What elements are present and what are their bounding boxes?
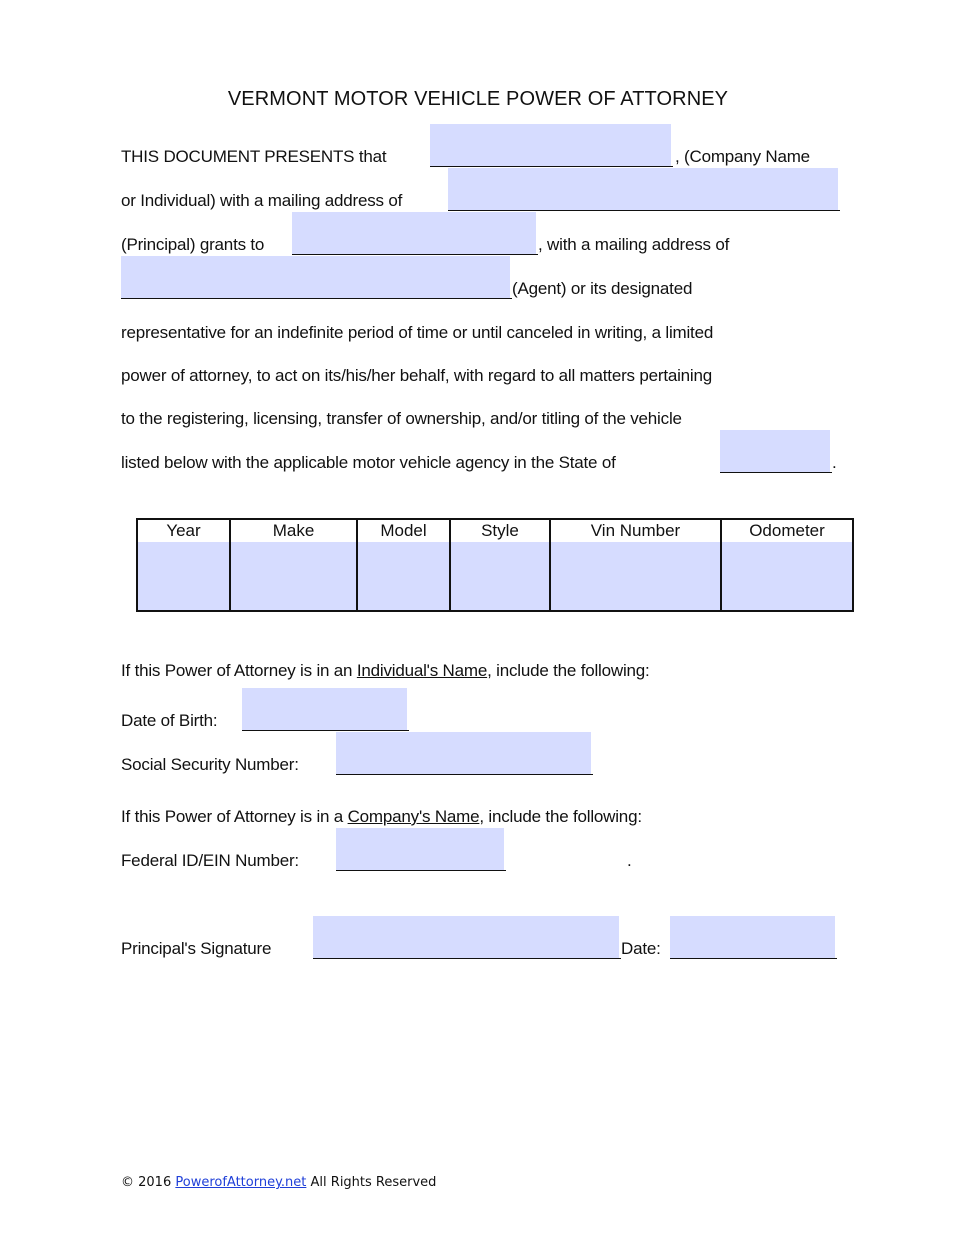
odometer-field[interactable] — [722, 542, 852, 610]
ein-trailing-period: . — [627, 851, 632, 870]
underline — [336, 870, 506, 871]
column-header-vin-number: Vin Number — [550, 519, 721, 542]
underline — [292, 254, 538, 255]
ein-label: Federal ID/EIN Number: — [121, 851, 299, 870]
table-header-row — [137, 519, 853, 542]
individual-name-emphasis: Individual's Name — [356, 661, 488, 680]
underline — [448, 210, 840, 211]
year-field[interactable] — [138, 542, 229, 610]
company-section-intro — [121, 806, 642, 828]
underline — [242, 730, 409, 731]
agent-name-field[interactable] — [292, 212, 536, 254]
table-row — [137, 542, 853, 611]
intro-text: If this Power of Attorney is in a — [121, 807, 344, 826]
intro-text: , include the following: — [487, 661, 650, 680]
paragraph-text: . — [832, 453, 837, 472]
column-header-model: Model — [357, 519, 450, 542]
underline — [670, 958, 837, 959]
paragraph-text: listed below with the applicable motor vehicle agency in the State of — [121, 453, 616, 472]
paragraph-text: , (Company Name — [675, 147, 810, 166]
column-header-make: Make — [230, 519, 357, 542]
underline — [121, 298, 512, 299]
copyright-text: © 2016 — [121, 1175, 172, 1190]
state-field[interactable] — [720, 430, 830, 472]
footer — [121, 1174, 436, 1192]
underline — [336, 774, 593, 775]
principal-signature-label: Principal's Signature — [121, 939, 272, 958]
make-field[interactable] — [231, 542, 356, 610]
signature-date-field[interactable] — [670, 916, 835, 958]
paragraph-text: power of attorney, to act on its/his/her behalf, with regard to all matters pertaining — [121, 366, 713, 385]
vehicle-table — [136, 518, 854, 612]
paragraph-text: representative for an indefinite period of time or until canceled in writing, a limited — [121, 323, 714, 342]
ssn-field[interactable] — [336, 732, 591, 774]
powerofattorney-link[interactable]: PowerofAttorney.net — [175, 1175, 307, 1190]
paragraph-text: to the registering, licensing, transfer of ownership, and/or titling of the vehicle — [121, 409, 682, 428]
document-title: VERMONT MOTOR VEHICLE POWER OF ATTORNEY — [227, 88, 729, 110]
ein-field[interactable] — [336, 828, 504, 870]
underline — [430, 166, 673, 167]
vin-number-field[interactable] — [551, 542, 720, 610]
rights-text: All Rights Reserved — [310, 1175, 437, 1190]
intro-text: , include the following: — [479, 807, 642, 826]
paragraph-text: (Principal) grants to — [121, 235, 265, 254]
principal-signature-field[interactable] — [313, 916, 619, 958]
date-label: Date: — [621, 939, 661, 958]
paragraph-text: , with a mailing address of — [538, 235, 730, 254]
ssn-label: Social Security Number: — [121, 755, 299, 774]
column-header-odometer: Odometer — [721, 519, 853, 542]
underline — [720, 472, 832, 473]
underline — [313, 958, 621, 959]
style-field[interactable] — [451, 542, 549, 610]
company-name-emphasis: Company's Name — [347, 807, 480, 826]
column-header-style: Style — [450, 519, 550, 542]
column-header-year: Year — [137, 519, 230, 542]
agent-mailing-address-field[interactable] — [121, 256, 510, 298]
date-of-birth-field[interactable] — [242, 688, 407, 730]
model-field[interactable] — [358, 542, 449, 610]
intro-text: If this Power of Attorney is in an — [121, 661, 353, 680]
paragraph-text: (Agent) or its designated — [512, 279, 693, 298]
company-or-individual-name-field[interactable] — [430, 124, 671, 166]
individual-section-intro — [121, 660, 650, 682]
principal-mailing-address-field[interactable] — [448, 168, 838, 210]
paragraph-text: or Individual) with a mailing address of — [121, 191, 403, 210]
paragraph-text: THIS DOCUMENT PRESENTS that — [121, 147, 387, 166]
date-of-birth-label: Date of Birth: — [121, 711, 218, 730]
